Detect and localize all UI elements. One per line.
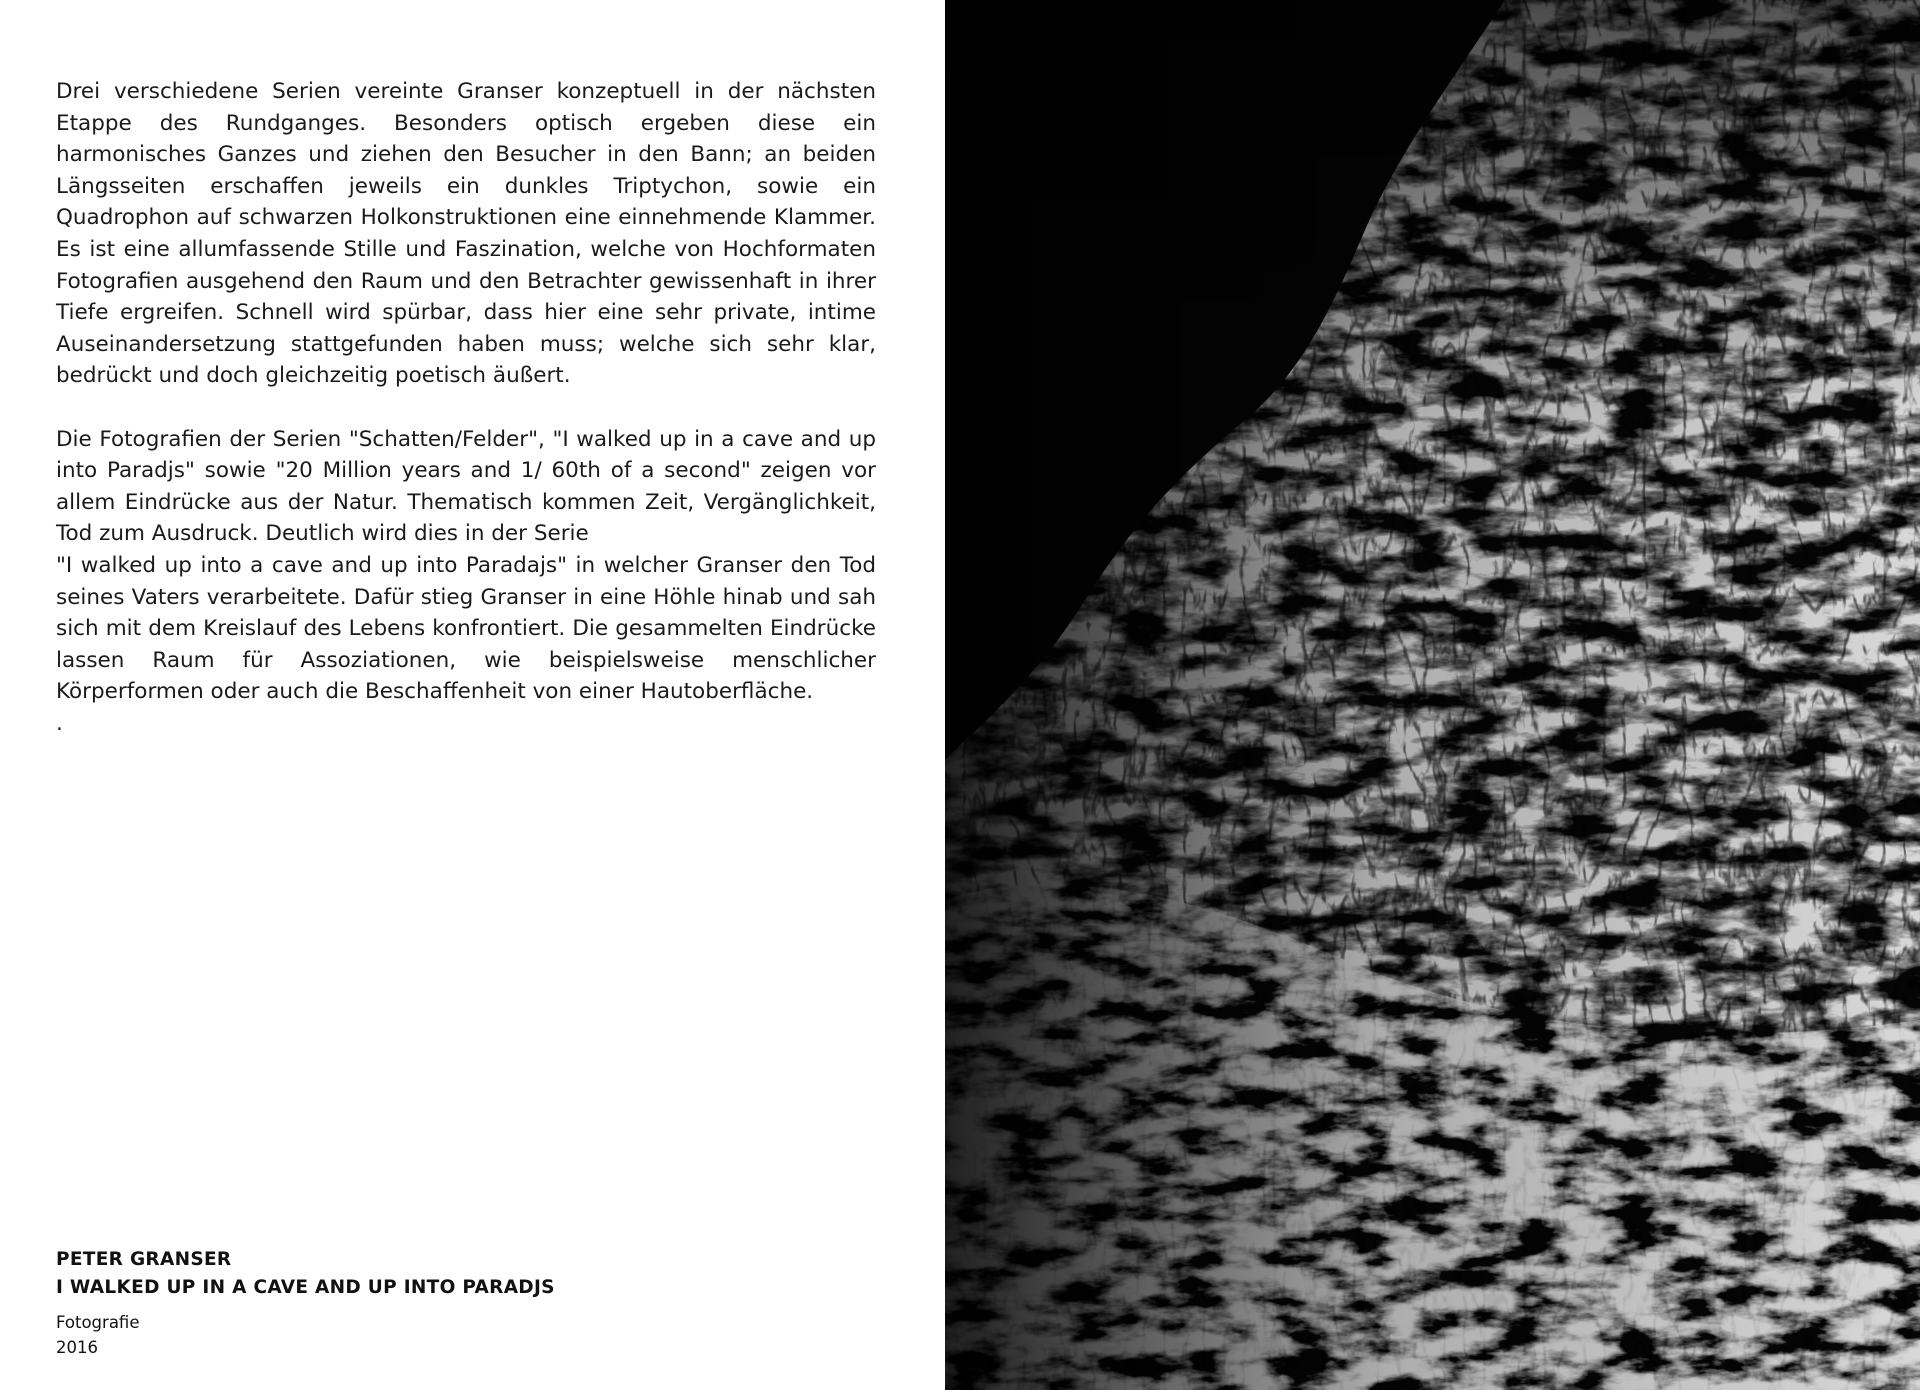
artist-name: PETER GRANSER	[56, 1249, 232, 1270]
article-paragraph-2-part-1: Die Fotografien der Serien "Schatten/Felder", "I walked up in a cave and up into Paradjs" sowie "20 Million years and 1/ 60th of a second" zeigen vor allem Eindrücke aus der Natur. Thematisch kommen Zeit, Vergänglichkeit, Tod zum Ausdruck. Deutlich wird dies in der Serie	[56, 426, 876, 547]
rock-face-photo	[945, 0, 1920, 1390]
work-medium: Fotografie	[56, 1313, 140, 1332]
work-year: 2016	[56, 1338, 98, 1357]
text-page	[0, 0, 945, 1390]
article-paragraph-2-part-2: "I walked up into a cave and up into Paradajs" in welcher Granser den Tod seines Vaters verarbeitete. Dafür stieg Granser in eine Höhle hinab und sah sich mit dem Kreislauf des Lebens konfrontiert. Die gesammelten Eindrücke lassen Raum für Assoziationen, wie beispielsweise menschlicher Körperformen oder auch die Beschaffenheit von einer Hautoberfläche.	[56, 552, 876, 705]
artwork-caption	[56, 1246, 876, 1360]
article-paragraph-2	[56, 424, 876, 708]
photo-page	[945, 0, 1920, 1390]
article-body	[56, 76, 876, 739]
article-paragraph-1: Drei verschiedene Serien vereinte Granser konzeptuell in der nächsten Etappe des Rundganges. Besonders optisch ergeben diese ein harmonisches Ganzes und ziehen den Besucher in den Bann; an beiden Längsseiten erschaffen jeweils ein dunkles Triptychon, sowie ein Quadrophon auf schwarzen Holkonstruktionen eine einnehmende Klammer. Es ist eine allumfassende Stille und Faszination, welche von Hochformaten Fotografien ausgehend den Raum und den Betrachter gewissenhaft in ihrer Tiefe ergreifen. Schnell wird spürbar, dass hier eine sehr private, intime Auseinandersetzung stattgefunden haben muss; welche sich sehr klar, bedrückt und doch gleichzeitig poetisch äußert.	[56, 79, 876, 389]
photo-top-shade	[945, 0, 1920, 1390]
trailing-dot: .	[56, 710, 63, 736]
work-title: I WALKED UP IN A CAVE AND UP INTO PARADJS	[56, 1277, 555, 1298]
